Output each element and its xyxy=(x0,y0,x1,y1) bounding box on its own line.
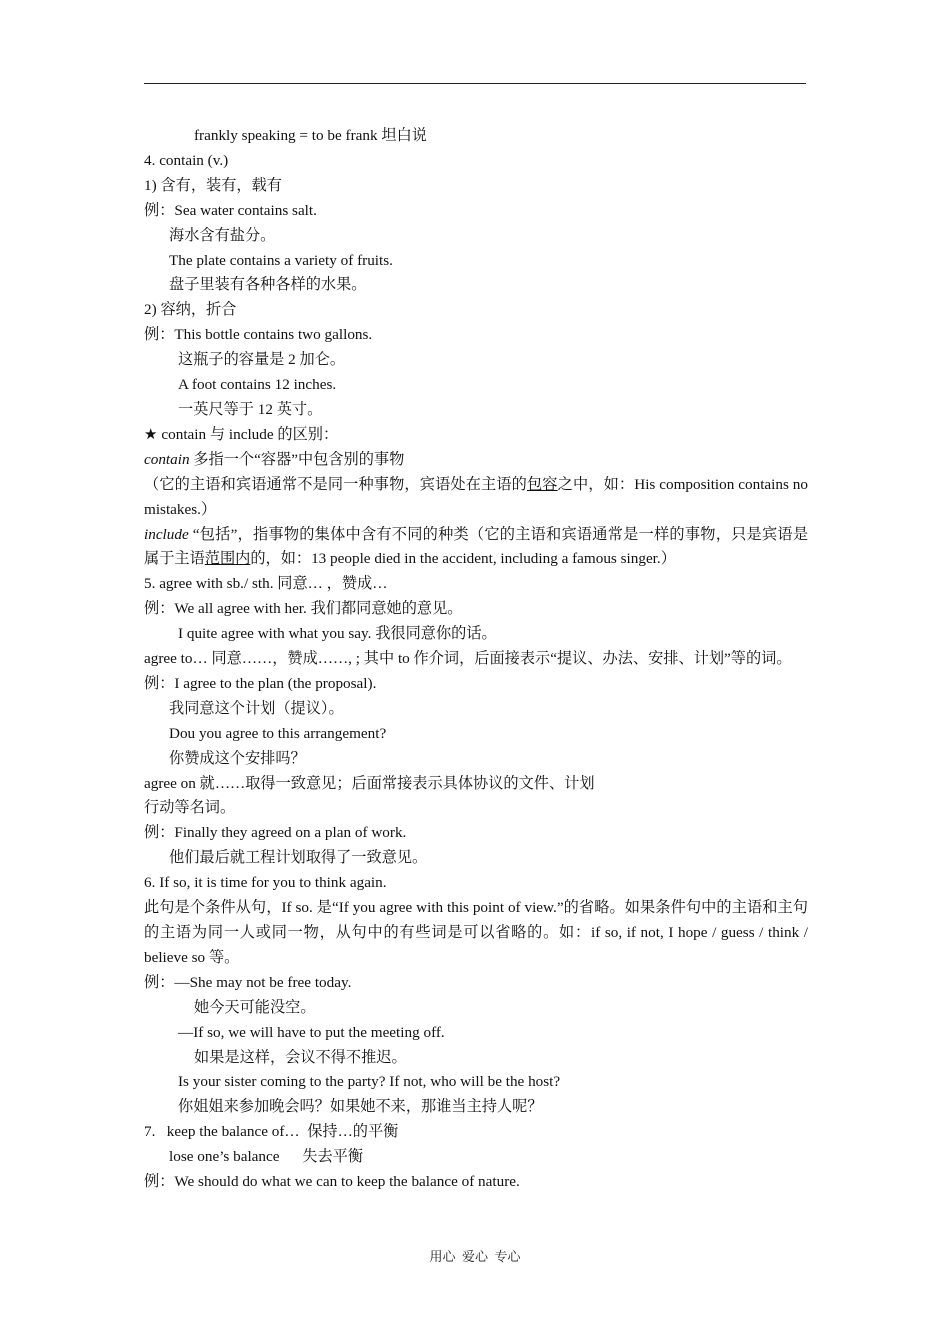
term-contain: contain xyxy=(144,450,190,468)
translation-line: 我同意这个计划（提议）。 xyxy=(169,699,344,717)
section-heading: 6. If so, it is time for you to think again. xyxy=(144,874,387,892)
section-heading: 5. agree with sb./ sth. 同意… ，赞成… xyxy=(144,575,388,593)
example-line: —If so, we will have to put the meeting off. xyxy=(178,1023,445,1041)
example-line: 例：We all agree with her. 我们都同意她的意见。 xyxy=(144,600,463,618)
text-line: lose one’s balance 失去平衡 xyxy=(169,1148,364,1166)
example-line: The plate contains a variety of fruits. xyxy=(169,251,393,269)
underlined-term: 包容 xyxy=(526,475,558,493)
text-line: 1) 含有，装有，载有 xyxy=(144,176,282,194)
example-line: Is your sister coming to the party? If not, who will be the host? xyxy=(178,1073,561,1091)
section-heading: 4. contain (v.) xyxy=(144,151,229,169)
example-line: I quite agree with what you say. 我很同意你的话。 xyxy=(178,625,497,643)
section-heading: 7. keep the balance of… 保持…的平衡 xyxy=(144,1123,399,1141)
example-line: 例：Finally they agreed on a plan of work. xyxy=(144,824,407,842)
text-span: “包括”，指事物的集体中含有不同的种类（它的主语和宾语通常是一样的事物，只是宾语是属于主语 xyxy=(144,525,809,568)
translation-line: 她今天可能没空。 xyxy=(194,998,316,1016)
text-paragraph xyxy=(144,473,808,523)
text-span: 多指一个“容器”中包含别的事物 xyxy=(193,450,405,468)
text-paragraph xyxy=(144,523,808,573)
example-line: 例：—She may not be free today. xyxy=(144,973,352,991)
document-body xyxy=(144,124,808,1195)
text-line: 2) 容纳，折合 xyxy=(144,301,237,319)
translation-line: 他们最后就工程计划取得了一致意见。 xyxy=(169,849,428,867)
translation-line: 盘子里装有各种各样的水果。 xyxy=(169,276,367,294)
term-include: include xyxy=(144,525,189,543)
translation-line: 你姐姐来参加晚会吗？如果她不来，那谁当主持人呢？ xyxy=(178,1098,543,1116)
example-line: 例：We should do what we can to keep the balance of nature. xyxy=(144,1173,520,1191)
text-paragraph: 此句是个条件从句，If so. 是“If you agree with this point of view.”的省略。如果条件句中的主语和主句的主语为同一人或同一物，从句中的有些词是可以省略的。如：if so, if not, I hope / guess / think / believe so 等。 xyxy=(144,899,808,966)
text-span: 的，如：13 people died in the accident, including a famous singer.） xyxy=(250,550,676,568)
example-line: 例：This bottle contains two gallons. xyxy=(144,326,373,344)
example-line: 例：I agree to the plan (the proposal). xyxy=(144,674,377,692)
text-span: （它的主语和宾语通常不是同一种事物，宾语处在主语的 xyxy=(144,475,527,493)
translation-line: 海水含有盐分。 xyxy=(169,226,276,244)
translation-line: 你赞成这个安排吗？ xyxy=(169,749,306,767)
text-line: frankly speaking = to be frank 坦白说 xyxy=(194,127,427,144)
example-line: A foot contains 12 inches. xyxy=(178,376,337,394)
text-line: 行动等名词。 xyxy=(144,799,236,817)
translation-line: 这瓶子的容量是 2 加仑。 xyxy=(178,351,346,369)
page-footer: 用心 爱心 专心 xyxy=(429,1249,521,1264)
header-rule xyxy=(144,83,806,84)
text-span: 之中，如：His composition contains no mistakes.） xyxy=(144,475,808,518)
underlined-term: 范围内 xyxy=(204,550,251,568)
text-line: agree on 就……取得一致意见；后面常接表示具体协议的文件、计划 xyxy=(144,774,595,792)
text-line xyxy=(144,448,808,473)
translation-line: 一英尺等于 12 英寸。 xyxy=(178,400,323,418)
translation-line: 如果是这样，会议不得不推迟。 xyxy=(194,1048,407,1066)
text-paragraph: agree to… 同意……，赞成……, ; 其中 to 作介词，后面接表示“提议、办法、安排、计划”等的词。 xyxy=(144,650,792,668)
example-line: 例：Sea water contains salt. xyxy=(144,201,317,219)
note-heading: ★ contain 与 include 的区别： xyxy=(144,425,339,443)
example-line: Dou you agree to this arrangement? xyxy=(169,724,387,742)
